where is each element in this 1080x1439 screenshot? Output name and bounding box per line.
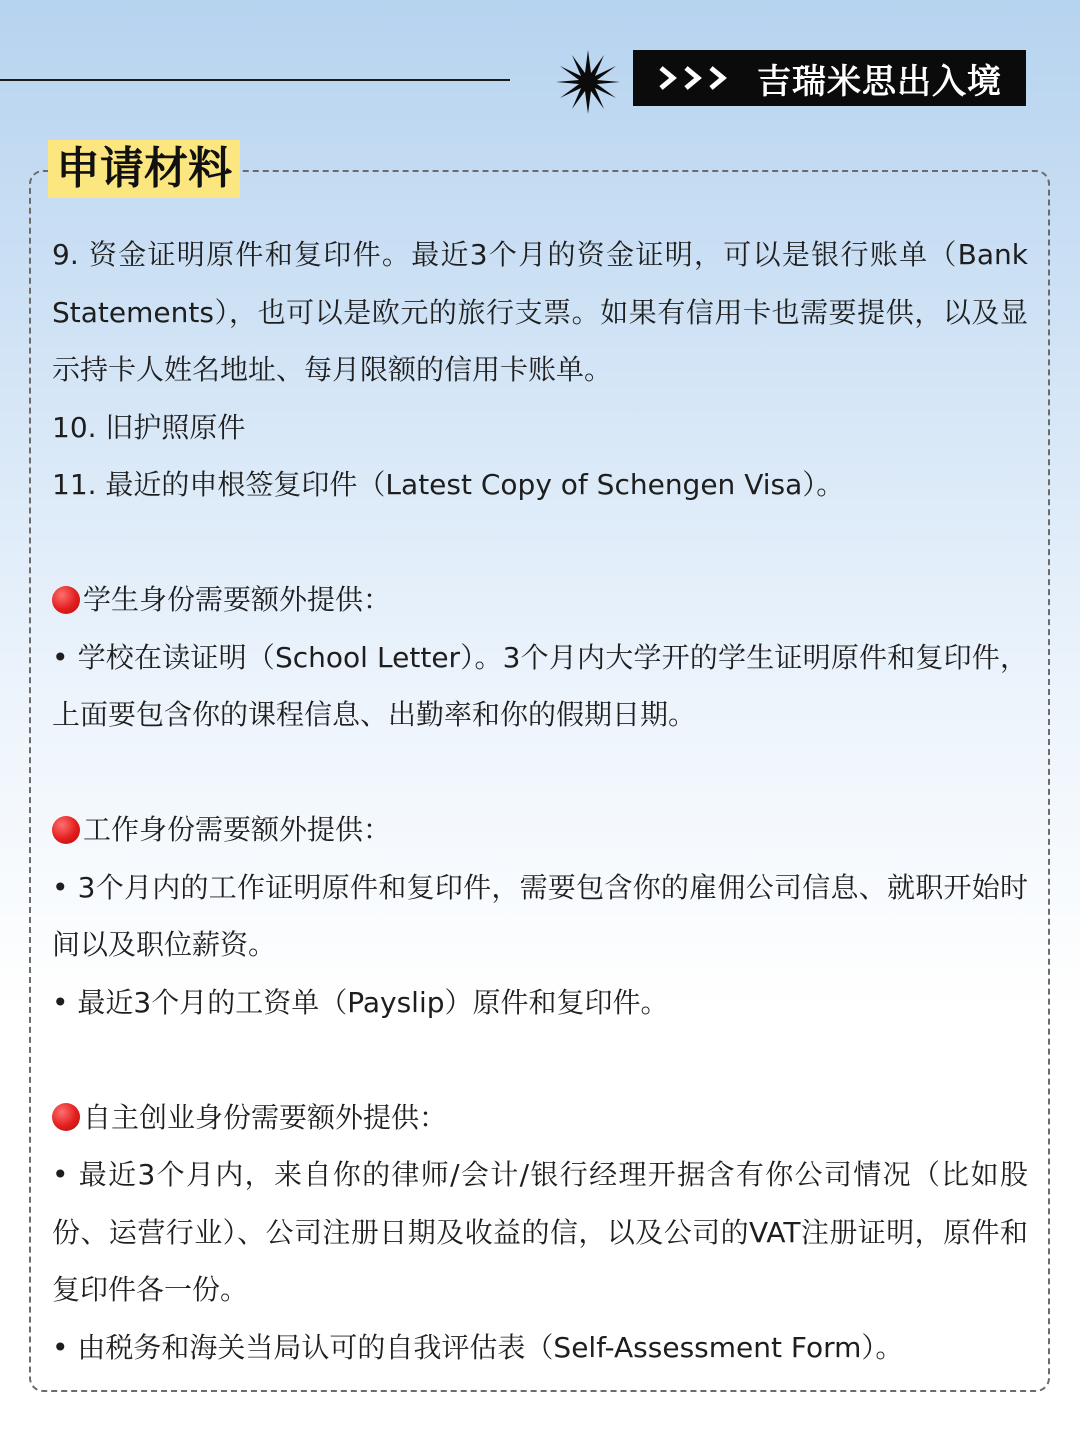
materials-list [52, 226, 1028, 1376]
section-title: 申请材料 [48, 140, 240, 198]
top-divider-line [0, 79, 510, 81]
item-9: 9. 资金证明原件和复印件。最近3个月的资金证明，可以是银行账单（Bank Statements），也可以是欧元的旅行支票。如果有信用卡也需要提供，以及显示持卡人姓名地址、每月限额的信用卡账单。 [52, 238, 1028, 386]
employee-bullet-2: • 最近3个月的工资单（Payslip）原件和复印件。 [52, 985, 669, 1019]
student-heading-text: 学生身份需要额外提供： [83, 583, 392, 616]
item-11: 11. 最近的申根签复印件（Latest Copy of Schengen Visa）。 [52, 468, 845, 501]
employee-heading [52, 801, 1028, 859]
student-heading [52, 571, 1028, 629]
self-employed-bullet-1: • 最近3个月内，来自你的律师/会计/银行经理开据含有你公司情况（比如股份、运营行业）、公司注册日期及收益的信，以及公司的VAT注册证明，原件和复印件各一份。 [52, 1158, 1028, 1306]
red-dot-icon [52, 586, 80, 614]
employee-bullet-1: • 3个月内的工作证明原件和复印件，需要包含你的雇佣公司信息、就职开始时间以及职位薪资。 [52, 870, 1028, 961]
red-dot-icon [52, 1103, 80, 1131]
item-10: 10. 旧护照原件 [52, 410, 246, 444]
triple-chevron-right-icon [659, 66, 735, 90]
brand-name: 吉瑞米思出入境 [757, 61, 1002, 102]
student-bullet-1: • 学校在读证明（School Letter）。3个月内大学开的学生证明原件和复印件，上面要包含你的课程信息、出勤率和你的假期日期。 [52, 640, 1028, 731]
spacer [52, 1031, 1028, 1089]
self-employed-heading-text: 自主创业身份需要额外提供： [83, 1100, 448, 1134]
red-dot-icon [52, 816, 80, 844]
employee-heading-text: 工作身份需要额外提供： [83, 813, 392, 846]
brand-tag [633, 50, 1026, 106]
spacer [52, 744, 1028, 802]
self-employed-bullet-2: • 由税务和海关当局认可的自我评估表（Self-Assessment Form）。 [52, 1330, 904, 1364]
starburst-icon [556, 50, 620, 114]
self-employed-heading [52, 1089, 1028, 1147]
spacer [52, 514, 1028, 572]
